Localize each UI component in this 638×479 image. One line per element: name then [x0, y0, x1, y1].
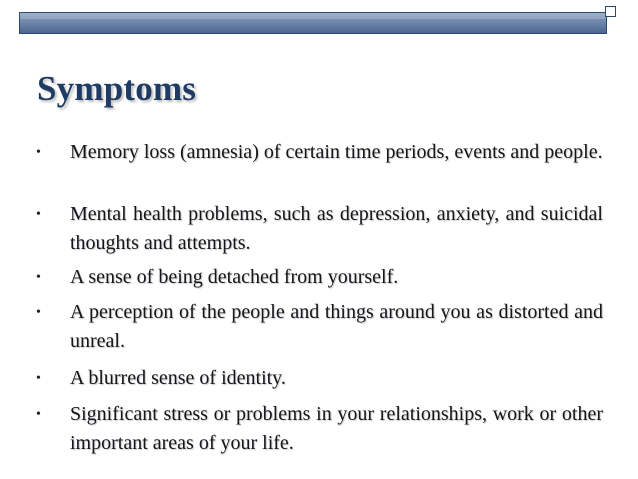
bullet-text: Mental health problems, such as depression, anxiety, and suicidal thoughts and attempts.: [70, 203, 603, 254]
bullet-text: Significant stress or problems in your relationships, work or other important areas of your life.: [70, 403, 603, 454]
bullet-text: A blurred sense of identity.: [70, 367, 286, 389]
bullet-dot-icon: •: [36, 407, 41, 422]
bullet-text: A sense of being detached from yourself.: [70, 266, 399, 288]
bullet-dot-icon: •: [36, 371, 41, 386]
bullet-dot-icon: •: [36, 305, 41, 320]
bullet-text: A perception of the people and things around you as distorted and unreal.: [70, 301, 603, 352]
slide-title: Symptoms: [37, 69, 197, 108]
header-bar: [19, 12, 607, 34]
bullet-text: Memory loss (amnesia) of certain time periods, events and people.: [70, 141, 603, 163]
bullet-dot-icon: •: [36, 145, 41, 160]
bullet-dot-icon: •: [36, 270, 41, 285]
bullet-dot-icon: •: [36, 207, 41, 222]
corner-square: [605, 6, 616, 17]
